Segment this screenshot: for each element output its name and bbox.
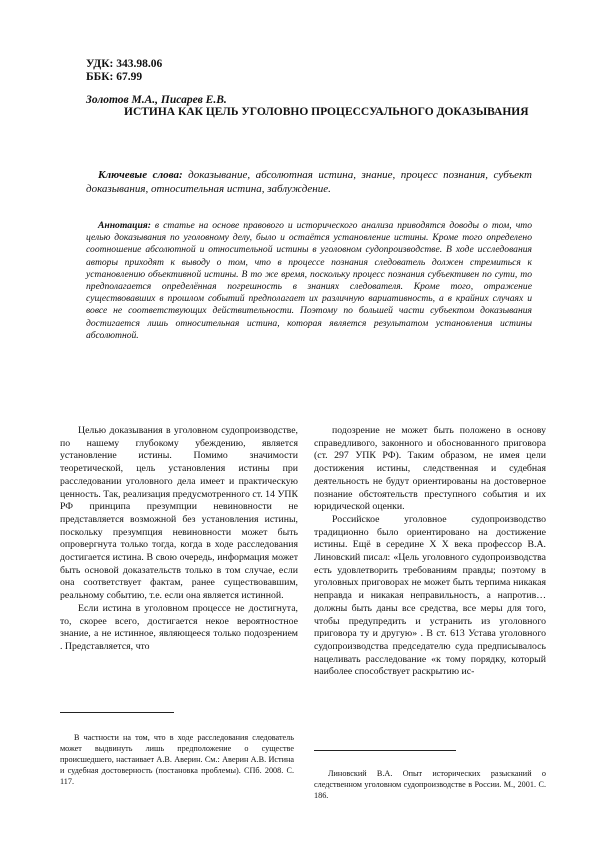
keywords-label: Ключевые слова:: [98, 169, 183, 181]
paragraph: подозрение не может быть положено в основу справедливого, законного и обоснованного приговора (ст. 297 УПК РФ). Таким образом, не имея цели достижения истины, следственная и судебная деятельность не будут ориентированы на достоверное познание обстоятельств преступного события и их юридической оценки.: [314, 425, 546, 513]
footnote-divider: [60, 712, 174, 713]
footnote-left: В частности на том, что в ходе расследования следователь может выдвинуть лишь предположение о существе происшедшего, настаивает А.В. Аверин. См.: Аверин А.В. Истина и судебная достоверность (постановка проблемы). СПб. 2008. С. 117.: [60, 733, 294, 786]
article-authors: Золотов М.А., Писарев Е.В.: [86, 94, 227, 106]
paragraph: Целью доказывания в уголовном судопроизводстве, по нашему глубокому убеждению, является установление истины. Помимо значимости теоретической, цель установления истины при расследовании уголовного дела имеет и практическую ценность. Так, реализация предусмотренного ст. 14 УПК РФ принципа презумпции невиновности не представляется возможной без установления истины, поскольку презумпция невиновности может быть опровергнута только тогда, когда в ходе расследования достигается истина. В свою очередь, информация может быть основой доказательств только в том случае, если она соответствует фактам, ранее существовавшим, реальному событию, т.е. если она является истинной.: [60, 425, 298, 602]
footnote-right: Линовский В.А. Опыт исторических разысканий о следственном уголовном судопроизводстве в России. М., 2001. С. 186.: [314, 769, 546, 800]
body-column-right: [314, 425, 546, 679]
article-title: ИСТИНА КАК ЦЕЛЬ УГОЛОВНО ПРОЦЕССУАЛЬНОГО ДОКАЗЫВАНИЯ: [124, 106, 529, 118]
abstract-label: Аннотация:: [98, 220, 151, 231]
abstract-text: в статье на основе правового и исторического анализа приводятся доводы о том, что целью доказывания по уголовному делу, было и остаётся установление истины. Кроме того определено соотношение абсолютной и относительной истины в уголовном судопроизводстве. В ходе исследования авторы приходят к выводу о том, что в процессе познания следователь должен стремиться к установлению объективной истины. В то же время, поскольку процесс познания субъективен по сути, то предполагается определённая погрешность в знаниях следователя. Кроме того, отражение существовавших в прошлом событий предполагает их различную вариативность, а в крайних случаях и вовсе не соответствующих действительности. Поэтому по большей части субъектом доказывания достигается лишь относительная истина, которая является результатом установления истины абсолютной.: [86, 220, 532, 341]
bbk-code: ББК: 67.99: [86, 71, 143, 83]
paragraph: Если истина в уголовном процессе не достигнута, то, скорее всего, достигается некое вероятностное знание, а не истинное, являющееся только подозрением . Представляется, что: [60, 602, 298, 652]
paragraph: Российское уголовное судопроизводство традиционно было ориентировано на достижение истины. Ещё в середине X X века профессор В.А. Линовский писал: «Цель уголовного судопроизводства есть удовлетворить требованиям правды; поэтому в уголовных приговорах не может быть терпима никакая неправда и никакая неправильность, а напротив… должны быть даны все средства, все меры для того, чтобы предупредить и устранить из уголовного приговора ту и другую» . В ст. 613 Устава уголовного судопроизводства председателю суда предписывалось нацеливать расследование «к тому порядку, который наиболее способствует раскрытию ис-: [314, 513, 546, 678]
abstract-block: [86, 220, 532, 342]
footnote-divider: [314, 750, 456, 751]
udk-code: УДК: 343.98.06: [86, 58, 163, 70]
keywords-text: доказывание, абсолютная истина, знание, процесс познания, субъект доказывания, относительная истина, заблуждение.: [86, 169, 533, 195]
body-column-left: [60, 425, 298, 654]
classification-codes: [86, 58, 162, 84]
keywords-block: [86, 168, 532, 196]
